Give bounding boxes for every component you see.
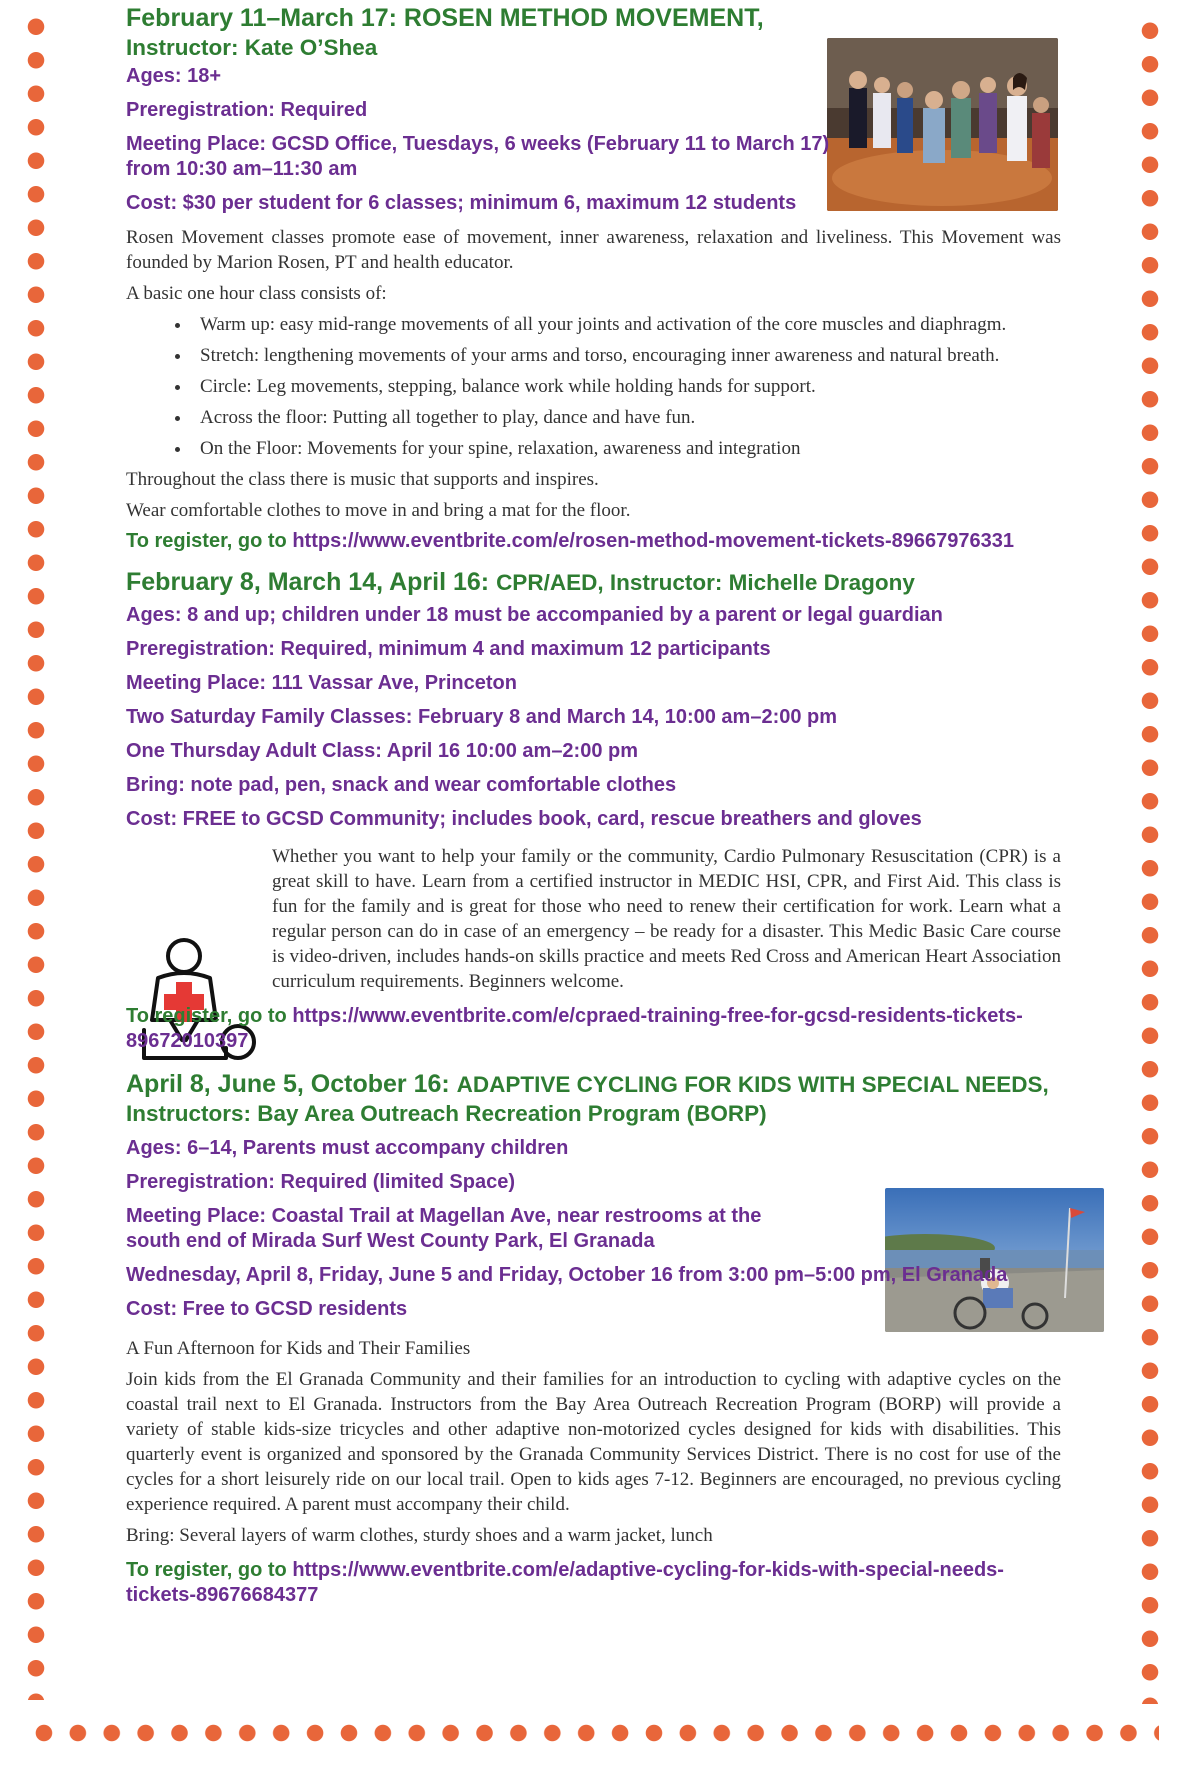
list-item: • Warm up: easy mid-range movements of all your joints and activation of the core muscles and diaphragm. [192, 312, 1061, 337]
rosen-music: Throughout the class there is music that supports and inspires. [126, 469, 599, 490]
cpr-heading [126, 568, 1061, 597]
list-item: • On the Floor: Movements for your spine, relaxation, awareness and integration [192, 436, 1061, 461]
cpr-register-link[interactable]: https://www.eventbrite.com/e/cpraed-training-free-for-gcsd-residents-tickets-89672010397 [126, 1005, 1023, 1052]
left-dot-border [27, 10, 45, 1700]
bottom-dot-border [27, 1724, 1159, 1742]
cpr-bring: Bring: note pad, pen, snack and wear comfortable clothes [126, 774, 677, 796]
list-item: • Stretch: lengthening movements of your arms and torso, encouraging inner awareness and natural breath. [192, 343, 1061, 368]
cpr-dates: February 8, March 14, April 16: [126, 568, 490, 596]
cycling-register [126, 1558, 1061, 1608]
rosen-register-link[interactable]: https://www.eventbrite.com/e/rosen-method-movement-tickets-89667976331 [292, 530, 1015, 552]
rosen-prereg: Preregistration: Required [126, 99, 368, 121]
cpr-ages: Ages: 8 and up; children under 18 must be accompanied by a parent or legal guardian [126, 604, 943, 626]
cycling-cost: Cost: Free to GCSD residents [126, 1298, 408, 1320]
cycling-section [126, 1070, 1061, 1608]
cycling-ages: Ages: 6–14, Parents must accompany children [126, 1137, 569, 1159]
register-label: To register, go to [126, 1005, 287, 1027]
list-item: • Across the floor: Putting all together to play, dance and have fun. [192, 405, 1061, 430]
rosen-title: February 11–March 17: ROSEN METHOD MOVEMENT, [126, 4, 764, 32]
cycling-schedule: Wednesday, April 8, Friday, June 5 and Friday, October 16 from 3:00 pm–5:00 pm, El Granada [126, 1264, 1008, 1286]
rosen-instructor: Instructor: Kate O’Shea [126, 35, 378, 60]
rosen-ages: Ages: 18+ [126, 65, 222, 87]
cpr-saturday: Two Saturday Family Classes: February 8 and March 14, 10:00 am–2:00 pm [126, 706, 838, 728]
cpr-section [126, 568, 1061, 1054]
rosen-section [126, 4, 1061, 554]
cycling-heading [126, 1070, 1061, 1099]
rosen-cost: Cost: $30 per student for 6 classes; minimum 6, maximum 12 students [126, 192, 797, 214]
cycling-meeting: Meeting Place: Coastal Trail at Magellan Ave, near restrooms at the south end of Mirada Surf West County Park, El Granada [126, 1205, 762, 1252]
rosen-consists: A basic one hour class consists of: [126, 283, 387, 304]
cycling-prereg: Preregistration: Required (limited Space) [126, 1171, 515, 1193]
cycling-title: ADAPTIVE CYCLING FOR KIDS WITH SPECIAL NEEDS, [456, 1072, 1049, 1097]
cycling-bring: Bring: Several layers of warm clothes, sturdy shoes and a warm jacket, lunch [126, 1525, 713, 1546]
cpr-title: CPR/AED, Instructor: Michelle Dragony [496, 570, 915, 595]
rosen-meeting: Meeting Place: GCSD Office, Tuesdays, 6 weeks (February 11 to March 17) from 10:30 am–11:30 am [126, 133, 830, 180]
cpr-cost: Cost: FREE to GCSD Community; includes book, card, rescue breathers and gloves [126, 808, 922, 830]
newsletter-content [126, 4, 1061, 1608]
right-dot-border [1141, 14, 1159, 1704]
cpr-thursday: One Thursday Adult Class: April 16 10:00 am–2:00 pm [126, 740, 639, 762]
cpr-register [126, 1004, 1061, 1054]
cycling-instructors: Instructors: Bay Area Outreach Recreation Program (BORP) [126, 1101, 767, 1126]
cycling-dates: April 8, June 5, October 16: [126, 1070, 450, 1098]
list-item: • Circle: Leg movements, stepping, balance work while holding hands for support. [192, 374, 1061, 399]
cpr-description: Whether you want to help your family or the community, Cardio Pulmonary Resuscitation (CPR) is a great skill to have. Learn from a certified instructor in MEDIC HSI, CPR, and First Aid. This class is fun for the family and is great for those who need to renew their certification for work. Learn what a regular person can do in case of an emergency – be ready for a disaster. This Medic Basic Care course is video-driven, includes hands-on skills practice and meets Red Cross and American Heart Association curriculum requirements. Beginners welcome. [272, 846, 1061, 992]
rosen-register [126, 529, 1061, 554]
register-label: To register, go to [126, 530, 287, 552]
rosen-wear: Wear comfortable clothes to move in and bring a mat for the floor. [126, 500, 631, 521]
cpr-meeting: Meeting Place: 111 Vassar Ave, Princeton [126, 672, 517, 694]
register-label: To register, go to [126, 1559, 287, 1581]
cycling-register-link[interactable]: https://www.eventbrite.com/e/adaptive-cycling-for-kids-with-special-needs-tickets-89676684377 [126, 1559, 1004, 1606]
rosen-bullet-list [126, 312, 1061, 461]
cycling-subheading: A Fun Afternoon for Kids and Their Families [126, 1338, 471, 1359]
cpr-prereg: Preregistration: Required, minimum 4 and maximum 12 participants [126, 638, 771, 660]
cycling-description: Join kids from the El Granada Community and their families for an introduction to cycling with adaptive cycles on the coastal trail next to El Granada. Instructors from the Bay Area Outreach Recreation Program (BORP) will provide a variety of stable kids-size tricycles and other adaptive non-motorized cycles designed for kids with disabilities. This quarterly event is organized and sponsored by the Granada Community Services District. There is no cost for use of the cycles for a short leisurely ride on our local trail. Open to kids ages 7-12. Beginners are encouraged, no previous cycling experience required. A parent must accompany their child. [126, 1369, 1061, 1515]
rosen-intro: Rosen Movement classes promote ease of movement, inner awareness, relaxation and liveliness. This Movement was founded by Marion Rosen, PT and health educator. [126, 227, 1061, 273]
